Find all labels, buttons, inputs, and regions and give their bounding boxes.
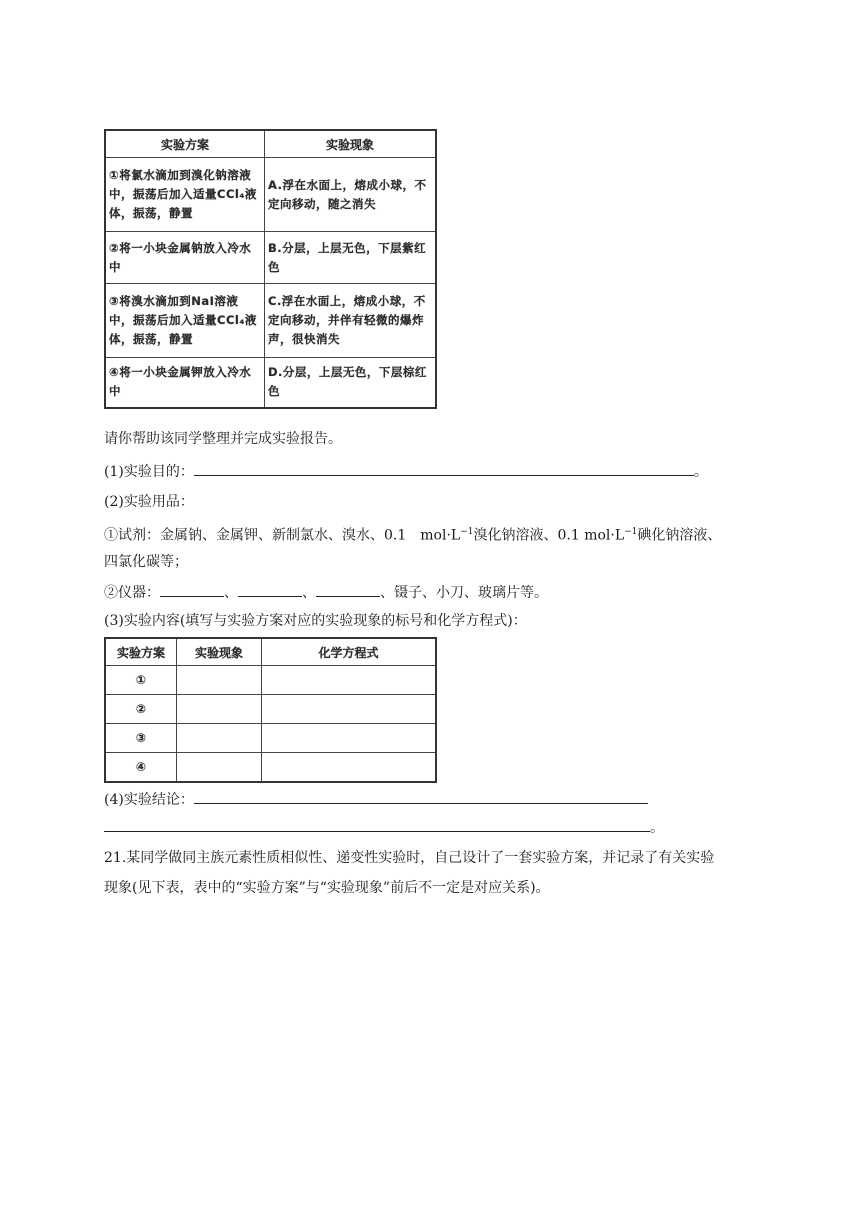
superscript: −1 xyxy=(460,527,474,537)
plan-cell: ③将溴水滴加到NaI溶液中，振荡后加入适量CCl₄液体，振荡，静置 xyxy=(105,284,265,358)
table-header-row xyxy=(105,638,436,666)
q1-end: 。 xyxy=(693,464,708,480)
plan-number-cell: ③ xyxy=(105,724,177,753)
plan-cell: ②将一小块金属钠放入冷水中 xyxy=(105,232,265,284)
phenomenon-input-cell[interactable] xyxy=(177,666,262,695)
phenomenon-cell: D.分层，上层无色，下层棕红色 xyxy=(265,358,437,408)
answer-blank[interactable] xyxy=(316,582,380,597)
phenomenon-cell: B.分层，上层无色，下层紫红色 xyxy=(265,232,437,284)
separator: 、 xyxy=(302,585,316,601)
table-row xyxy=(105,695,436,724)
intro-text: 请你帮助该同学整理并完成实验报告。 xyxy=(104,431,342,447)
table-row xyxy=(105,232,436,284)
answer-blank[interactable] xyxy=(104,817,650,832)
question-4-line-2 xyxy=(104,817,664,838)
instruments-label: ②仪器： xyxy=(104,585,160,601)
plan-number-cell: ④ xyxy=(105,753,177,783)
question-21-line-1: 21.某同学做同主族元素性质相似性、递变性实验时，自己设计了一套实验方案，并记录了有关实验 xyxy=(104,850,715,866)
reagents-text: 溴化钠溶液、0.1 mol·L xyxy=(473,527,625,544)
equation-input-cell[interactable] xyxy=(262,695,437,724)
equation-input-cell[interactable] xyxy=(262,753,437,783)
reagents-text: 碘化钠溶液、 xyxy=(637,527,722,544)
equation-input-cell[interactable] xyxy=(262,666,437,695)
plan-number-cell: ② xyxy=(105,695,177,724)
experiment-content-table xyxy=(104,637,437,783)
reagents-text: ①试剂：金属钠、金属钾、新制氯水、溴水、0.1 mol·L xyxy=(104,527,461,544)
superscript: −1 xyxy=(624,527,638,537)
reagents-line-2: 四氯化碳等； xyxy=(104,554,188,570)
table-header-row xyxy=(105,130,436,158)
question-4 xyxy=(104,789,648,810)
instruments-rest: 、镊子、小刀、玻璃片等。 xyxy=(380,585,548,601)
plan-cell: ④将一小块金属钾放入冷水中 xyxy=(105,358,265,408)
question-1 xyxy=(104,461,708,482)
phenomenon-input-cell[interactable] xyxy=(177,724,262,753)
phenomenon-input-cell[interactable] xyxy=(177,695,262,724)
q4-end: 。 xyxy=(650,820,664,836)
answer-blank[interactable] xyxy=(160,582,224,597)
plan-cell: ①将氯水滴加到溴化钠溶液中，振荡后加入适量CCl₄液体，振荡，静置 xyxy=(105,158,265,232)
header-phenomenon: 实验现象 xyxy=(265,130,437,158)
question-3-label: (3)实验内容(填写与实验方案对应的实验现象的标号和化学方程式)： xyxy=(104,613,527,629)
experiment-table xyxy=(104,129,437,409)
table-row xyxy=(105,358,436,408)
question-2-label: (2)实验用品： xyxy=(104,494,194,510)
phenomenon-input-cell[interactable] xyxy=(177,753,262,783)
header-plan: 实验方案 xyxy=(105,130,265,158)
header-equation: 化学方程式 xyxy=(262,638,437,666)
answer-blank[interactable] xyxy=(194,789,648,804)
phenomenon-cell: A.浮在水面上，熔成小球，不定向移动，随之消失 xyxy=(265,158,437,232)
answer-blank[interactable] xyxy=(194,461,694,476)
equation-input-cell[interactable] xyxy=(262,724,437,753)
table-row xyxy=(105,158,436,232)
q1-label: (1)实验目的： xyxy=(104,464,194,480)
table-row xyxy=(105,724,436,753)
q4-label: (4)实验结论： xyxy=(104,792,194,808)
table-row xyxy=(105,284,436,358)
reagents-line xyxy=(104,522,721,546)
phenomenon-cell: C.浮在水面上，熔成小球，不定向移动，并伴有轻微的爆炸声，很快消失 xyxy=(265,284,437,358)
header-plan: 实验方案 xyxy=(105,638,177,666)
instruments-line xyxy=(104,582,548,603)
plan-number-cell: ① xyxy=(105,666,177,695)
separator: 、 xyxy=(224,585,238,601)
header-phenomenon: 实验现象 xyxy=(177,638,262,666)
table-row xyxy=(105,753,436,783)
answer-blank[interactable] xyxy=(238,582,302,597)
question-21-line-2: 现象(见下表，表中的“实验方案”与“实验现象”前后不一定是对应关系)。 xyxy=(104,880,550,896)
table-row xyxy=(105,666,436,695)
